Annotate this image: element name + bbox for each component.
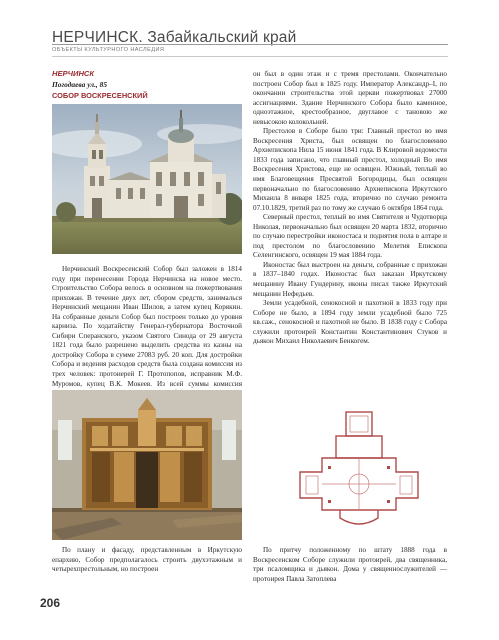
entry-address: Погодаева ул., 85 <box>52 80 108 89</box>
header-rule <box>52 44 448 45</box>
page-header <box>0 0 499 62</box>
left-paragraph-2: По плану и фасаду, представленным в Иркутскую епархию, Собор предполагалось строить двухэтажным и четырехпрестольным, но построен <box>52 546 242 574</box>
right-paragraph-6: По притчу положенному по штату 1888 года в Воскресенском Соборе служили протоирей, два священника, три псаломщика и дьякон. Дома у священнослужителей — протоирея Павла Затоплева <box>253 546 447 583</box>
right-column-text <box>253 70 447 400</box>
floor-plan-drawing <box>282 406 436 532</box>
right-paragraph-1: он был в один этаж и с тремя престолами. Окончательно построен Собор был в 1825 году. Император Александр–I, по окончании строительства этой церкви пожертвовал 27000 ассигнациями. Здание Нерчинского Собора было каменное, одноэтажное, крестообразное, двуглавое с тановою же невысокою колокольней. <box>253 70 447 126</box>
entry-city: НЕРЧИНСК <box>52 69 95 78</box>
right-paragraph-2: Престолов в Соборе было три: Главный престол во имя Воскресения Христа, был освящен по благословению Архиепископа Нила 15 июня 1841 года. В Клировой ведомости 1833 года записано, что главный престол, холодный Во имя Воскресения Христова, еще не освящен. Южный, теплый во имя Благовещения Пресвятой Богородицы, был освящен первоначально по благословению Архиепископа Иркутского Михаила 8 января 1825 года, вторично по случаю ремонта 07.10.1829, третий раз по тому же случаю 6 октября 1864 года. <box>253 127 447 212</box>
iconostasis-illustration <box>52 390 242 540</box>
cathedral-floor-plan <box>282 406 436 532</box>
page-number: 206 <box>40 596 61 610</box>
right-paragraph-4: Иконостас был выстроен на деньги, собранные с прихожан в 1837–1840 годах. Иконостас был заказан Иркутскому мещанину Ивану Гундерину, иконы писал также Иркутский мещанин Нефедьев. <box>253 260 447 298</box>
right-column-text-lower <box>253 546 447 586</box>
entry-name: СОБОР ВОСКРЕСЕНСКИЙ <box>52 91 148 100</box>
iconostasis-interior-photo <box>52 390 242 540</box>
left-paragraph-1: Нерчинский Воскресенский Собор был заложен в 1814 году при перенесении Города Нерчинска на новое место. Строительство Собора велось в основном на пожертвования прихожан. В течение двух лет, сбором средств, занималься Нерчинский мещанин Иван Шилов, а затем купец Корякин. На собранные деньги Собор был построен только до уровня карниза. По ходатайству Генерал-губернатора Восточной Сибири Сперанского, указом Святого Синода от 29 августа 1821 года было разрешено выделить средства из казны на достройку Собора в сумме 27083 руб. 20 коп. Для достройки Собора и ведения расходов средств была создана комиссия из трех человек: протоиерей Г. Протопопов, исправник М.Ф. Муромов, купец В.К. Мокеев. Из всей суммы комиссия <box>52 265 242 388</box>
header-rule-lower <box>52 56 448 57</box>
cathedral-exterior-illustration <box>52 104 242 254</box>
header-title: НЕРЧИНСК. Забайкальский край <box>52 29 297 46</box>
left-column-text-lower <box>52 546 242 586</box>
left-column-text <box>52 265 242 388</box>
right-paragraph-3: Северный престол, теплый во имя Святителя и Чудотворца Николая, первоначально был освящен 20 марта 1832, вторично по случаю перестройки иконостаса и поднятия пола в алтаре и под престолом по благословению Мелетия Епископа Селенгинского, освящен 19 мая 1884 года. <box>253 213 447 260</box>
right-paragraph-5: Земли усадебной, сенокосной и пахотной в 1833 году при Соборе не было, в 1894 году земли усадебной было 725 кв.саж., сенокосной и пахотной не было. В 1838 году с Собора служили протоирей Константин Константинович Стуков и дьякон Михаил Николаевич Бенкогем. <box>253 299 447 346</box>
cathedral-exterior-photo <box>52 104 242 254</box>
header-subtitle: ОБЪЕКТЫ КУЛЬТУРНОГО НАСЛЕДИЯ <box>52 47 165 53</box>
